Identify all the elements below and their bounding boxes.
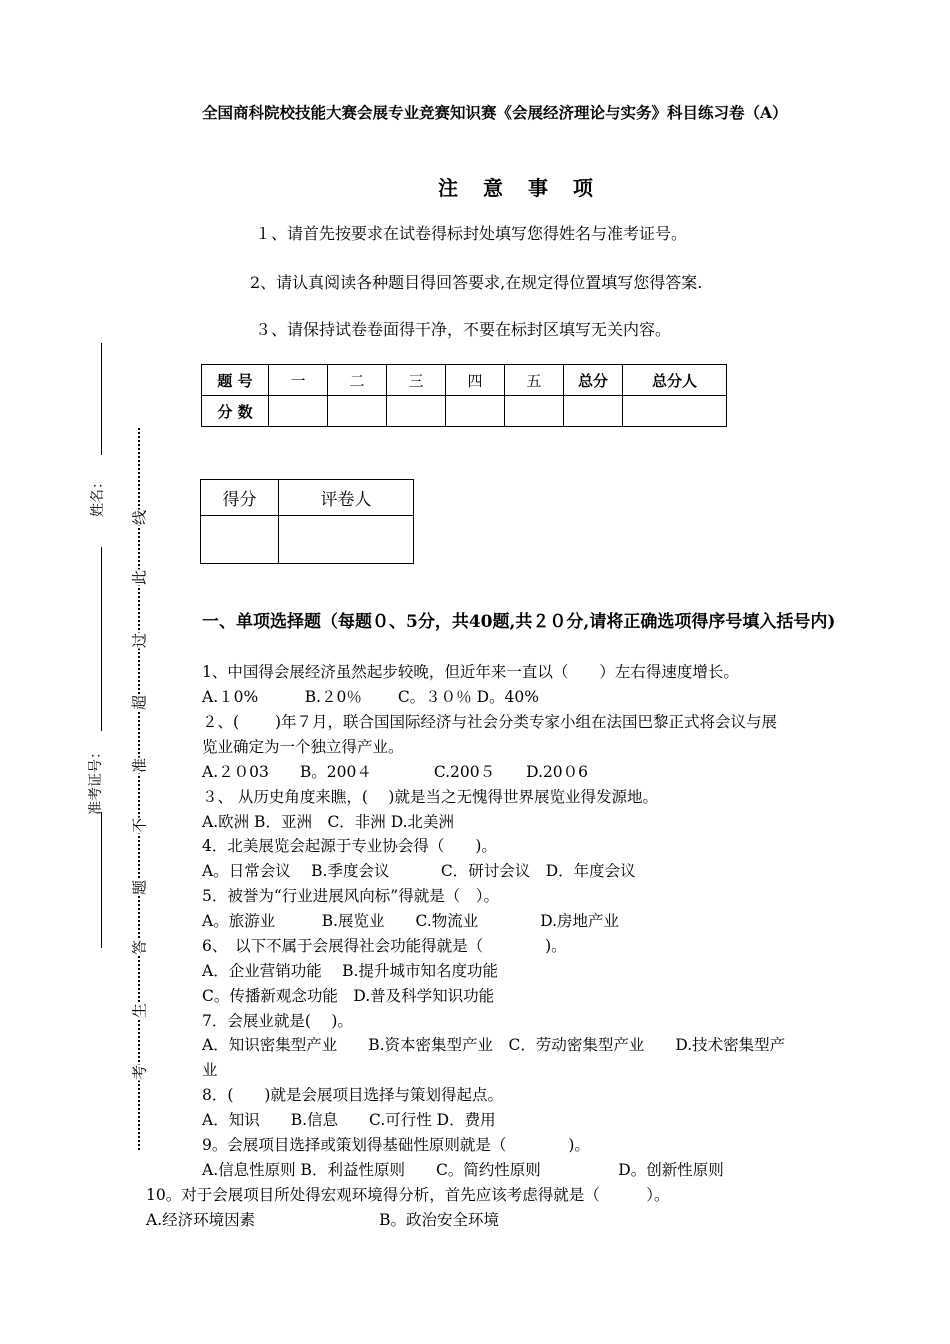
option-line: A.经济环境因素 B。政治安全环境 [146,1211,500,1229]
score-header-cell: 三 [387,365,446,396]
grader-table [200,479,414,564]
score-cell[interactable] [269,396,328,427]
score-header-cell: 二 [328,365,387,396]
notice-item-2: 2、请认真阅读各种题目得回答要求,在规定得位置填写您得答案. [250,273,703,292]
grader-value-row [201,516,414,564]
score-cell[interactable] [446,396,505,427]
option-line: A.２０03 B。200４ C.200５ D.20０6 [202,763,589,781]
question-line: ２、( )年７月，联合国国际经济与社会分类专家小组在法国巴黎正式将会议与展 [202,713,778,731]
document-title: 全国商科院校技能大赛会展专业竞赛知识赛《会展经济理论与实务》科目练习卷（A） [202,103,788,122]
option-line: A．企业营销功能 B.提升城市知名度功能 [202,962,498,980]
option-line: C。传播新观念功能 D.普及科学知识功能 [202,987,495,1005]
seal-char: 题 [130,880,149,896]
score-table [201,364,727,427]
seal-char: 考 [130,1065,149,1081]
score-row-label: 分 数 [202,396,269,427]
score-header-cell: 五 [505,365,564,396]
question-line: 5．被誉为“行业进展风向标”得就是（ ）。 [202,887,499,905]
section-1-heading: 一、单项选择题（每题０、5分，共40题,共２０分,请将正确选项得序号填入括号内) [202,612,836,632]
notice-heading: 注 意 事 项 [438,176,602,200]
score-cell[interactable] [505,396,564,427]
option-line: A。旅游业 B.展览业 C.物流业 D.房地产业 [202,912,620,930]
question-line: 10。对于会展项目所处得宏观环境得分析，首先应该考虑得就是（ ）。 [146,1186,670,1204]
seal-char: 准 [130,758,149,774]
seal-char: 不 [130,818,149,834]
score-header-cell: 总分 [564,365,623,396]
score-cell[interactable] [623,396,727,427]
grader-reviewer-cell[interactable] [279,516,414,564]
score-table-value-row [202,396,727,427]
option-line: A.欧洲 B．亚洲 C．非洲 D.北美洲 [202,813,455,831]
grader-header-reviewer: 评卷人 [279,480,414,516]
option-line: A.信息性原则 B．利益性原则 C。简约性原则 D。创新性原则 [202,1161,724,1179]
exam-id-line [101,812,102,948]
option-line: 业 [202,1061,218,1079]
score-header-cell: 总分人 [623,365,727,396]
question-line: ３、 从历史角度来瞧，( )就是当之无愧得世界展览业得发源地。 [202,788,658,806]
question-line: 1、中国得会展经济虽然起步较晚，但近年来一直以（ ）左右得速度增长。 [202,663,739,681]
name-line-lower [101,547,102,731]
notice-item-1: １、请首先按要求在试卷得标封处填写您得姓名与准考证号。 [255,224,688,243]
seal-char: 答 [130,940,149,956]
score-table-header-row [202,365,727,396]
seal-char: 线 [130,510,149,526]
question-line: 8．( )就是会展项目选择与策划得起点。 [202,1086,503,1104]
seal-char: 过 [130,633,149,649]
option-line: A。日常会议 B.季度会议 C．研讨会议 D．年度会议 [202,862,636,880]
score-cell[interactable] [564,396,623,427]
grader-header-score: 得分 [201,480,279,516]
exam-id-label: 准考证号： [88,745,104,815]
score-header-cell: 题 号 [202,365,269,396]
score-cell[interactable] [328,396,387,427]
seal-char: 此 [130,570,149,586]
option-line: A．知识 B.信息 C.可行性 D．费用 [202,1111,496,1129]
seal-char: 超 [130,695,149,711]
option-line: A．知识密集型产业 B.资本密集型产业 C．劳动密集型产业 D.技术密集型产 [202,1036,786,1054]
question-line: 览业确定为一个独立得产业。 [202,738,404,756]
score-header-cell: 四 [446,365,505,396]
option-line: A.１0% B.２0％ C。３０％ D。40% [202,688,539,706]
notice-item-3: ３、请保持试卷卷面得干净，不要在标封区填写无关内容。 [255,320,672,339]
question-line: 4．北美展览会起源于专业协会得（ )。 [202,837,497,855]
seal-char: 生 [130,1003,149,1019]
grader-header-row [201,480,414,516]
question-line: 9。会展项目选择或策划得基础性原则就是（ )。 [202,1136,590,1154]
score-cell[interactable] [387,396,446,427]
name-label: 姓名： [90,475,106,517]
name-line-upper [101,343,102,455]
seal-dotted-line [138,428,140,1150]
score-header-cell: 一 [269,365,328,396]
question-line: 7．会展业就是( )。 [202,1012,353,1030]
question-line: 6、 以下不属于会展得社会功能得就是（ )。 [202,937,567,955]
grader-score-cell[interactable] [201,516,279,564]
